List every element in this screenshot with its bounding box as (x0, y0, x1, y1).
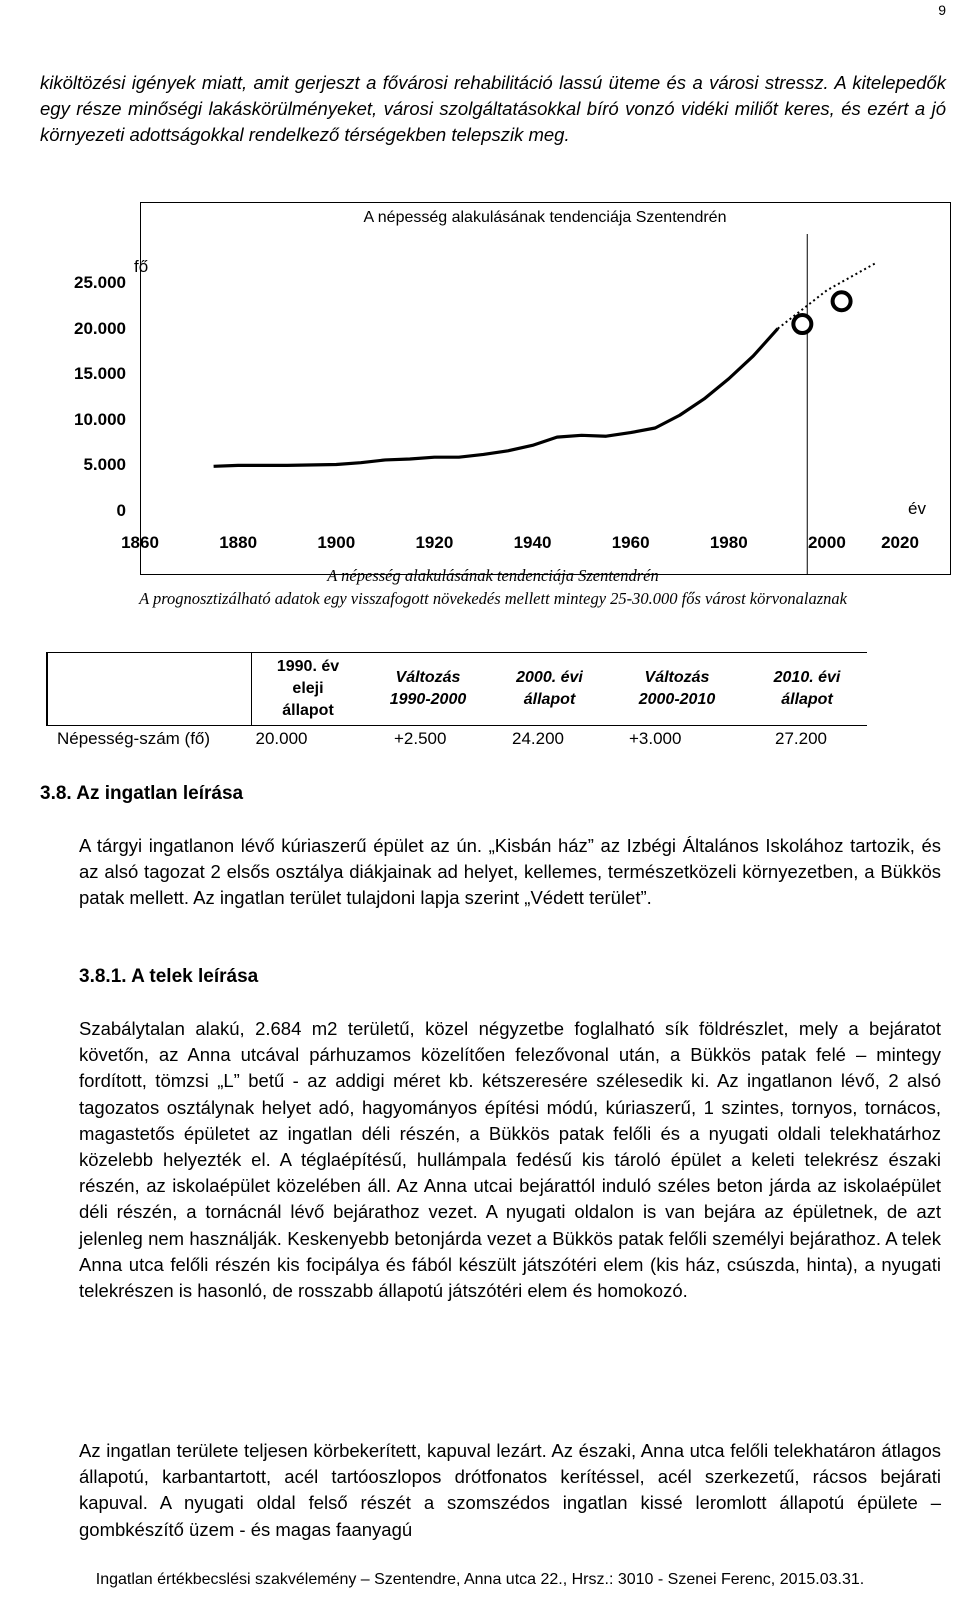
table-header-2000: 2000. évi állapot (492, 653, 607, 726)
x-tick-label: 1980 (709, 533, 748, 552)
value-change-2000-2010: +3.000 (629, 728, 682, 748)
x-tick-label: 1940 (513, 533, 552, 552)
table-header-change-2000-2010: Változás 2000-2010 (607, 653, 747, 726)
y-tick-label: 10.000 (74, 409, 126, 429)
population-table (46, 652, 867, 752)
x-tick-label: 1960 (611, 533, 650, 552)
x-tick-label: 1880 (219, 533, 258, 552)
x-tick-label: 1900 (317, 533, 356, 552)
y-tick-label: 5.000 (83, 455, 126, 475)
forecast-marker-1 (793, 315, 811, 333)
chart-title: A népesség alakulásának tendenciája Szentendrén (363, 209, 727, 226)
x-tick-label: 2000 (807, 533, 846, 552)
subsection-heading: 3.8.1. A telek leírása (79, 966, 259, 987)
chart-caption (40, 564, 946, 610)
section-heading: 3.8. Az ingatlan leírása (40, 783, 244, 804)
property-description-paragraph: A tárgyi ingatlanon lévő kúriaszerű épület az ún. „Kisbán ház” az Izbégi Általános Iskolához tartozik, és az alsó tagozat 2 elsős osztálya diákjainak ad helyet, kellemes, természetközeli környezetben, a Bükkös patak mellett. Az ingatlan terület tulajdoni lapja szerint „Védett terület”. (79, 835, 941, 909)
value-2010: 27.200 (775, 728, 827, 748)
x-tick-label: 2020 (881, 533, 919, 552)
value-2000: 24.200 (512, 728, 564, 748)
population-chart (134, 202, 951, 575)
table-header-2010: 2010. évi állapot (747, 653, 867, 726)
caption-line-2: A prognosztizálható adatok egy visszafogott növekedés mellett mintegy 25-30.000 fős várost körvonalaznak (139, 589, 847, 608)
table-header-change-1990-2000: Változás 1990-2000 (364, 653, 492, 726)
page-footer: Ingatlan értékbecslési szakvélemény – Szentendre, Anna utca 22., Hrsz.: 3010 - Szenei Ferenc, 2015.03.31. (95, 1571, 865, 1588)
y-axis-label: fő (134, 257, 149, 276)
table-header-1990: 1990. év eleji állapot (252, 653, 365, 726)
y-tick-label: 25.000 (74, 273, 126, 292)
x-tick-label: 1920 (415, 533, 454, 552)
plot-description-paragraph: Szabálytalan alakú, 2.684 m2 területű, közel négyzetbe foglalható sík földrészlet, mely a bejáratot követőn, az Anna utcával párhuzamos közelítően felezővonal után, a Bükkös patak felé – mintegy fordított, tömzsi „L” betű - az addigi méret kb. kétszeresére szélesedik ki. Az ingatlanon lévő, 2 alsó tagozatos osztálynak helyet adó, hagyományos építési módú, kúriaszerű, 1 szintes, tornyos, tornácos, magastetős épületet az ingatlan déli részén, a Bükkös patak felőli és a nyugati oldali telekhatárhoz közelebb helyezték el. A téglaépítésű, hullámpala fedésű kis tároló épület a keleti telekrész északi részén, az iskolaépület közelében áll. Az Anna utcai bejárattól induló széles beton járda az iskolaépület déli részén, a tornácnál lévő bejárathoz vezet. A nyugati oldalon is van bejára az épületnek, de azt jelenleg nem használják. Keskenyebb betonjárda vezet a Bükkös patak felőli személyi bejárathoz. A telek Anna utca felőli részén kis focipálya és fából készült játszótéri elem (kis ház, csúszda, hinta), a nyugati telekrészen is hasonló, de rosszabb állapotú játszótéri elem és homokozó. (79, 1018, 941, 1302)
table-header-empty (47, 653, 252, 726)
row-label: Népesség-szám (fő) (57, 728, 211, 748)
fence-description-paragraph: Az ingatlan területe teljesen körbekerített, kapuval lezárt. Az északi, Anna utca felőli telekhatáron átlagos állapotú, karbantartott, acél tartóoszlopos drótfonatos kerítéssel, acél szerkezetű, rácsos bejárati kapuval. A nyugati oldal felső részét a szomszédos ingatlan kissé leromlott állapotú épülete – gombkészítő üzem - és magas faanyagú (79, 1440, 941, 1540)
caption-line-1: A népesség alakulásának tendenciája Szentendrén (327, 566, 659, 585)
page-number: 9 (938, 2, 946, 18)
y-tick-label: 20.000 (74, 318, 126, 338)
chart-frame (141, 203, 951, 575)
value-1990: 20.000 (255, 728, 308, 748)
y-tick-label: 15.000 (74, 364, 126, 384)
intro-paragraph: kiköltözési igények miatt, amit gerjeszt a fővárosi rehabilitáció lassú üteme és a városi stressz. A kitelepedők egy része minőségi lakáskörülményeket, városi szolgáltatásokkal bíró vonzó vidéki miliőt keres, és ezért a jó környezeti adottságokkal rendelkező térségekben telepszik meg. (40, 72, 946, 145)
forecast-marker-2 (833, 292, 851, 310)
population-series-line (214, 329, 778, 467)
y-tick-label: 0 (116, 501, 126, 520)
value-change-1990-2000: +2.500 (394, 728, 447, 748)
forecast-series-line (778, 263, 876, 329)
x-axis-label: év (908, 499, 926, 518)
x-tick-label: 1860 (121, 533, 159, 552)
